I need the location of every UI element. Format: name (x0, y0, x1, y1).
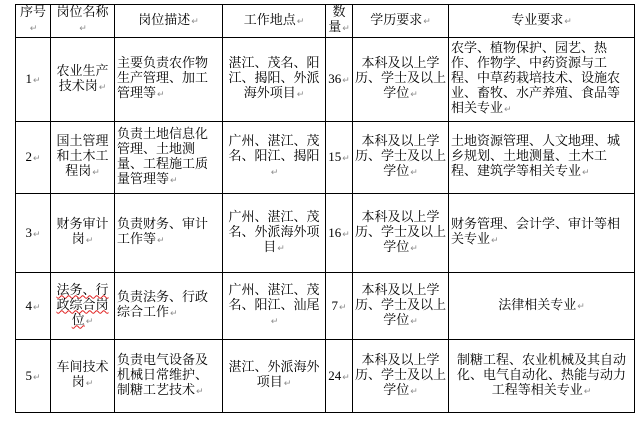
table-row (16, 122, 635, 194)
header-row (16, 5, 635, 38)
cell-education: 本科及以上学历、学士及以上学位↵ (353, 38, 449, 122)
cell-index: 2↵ (16, 122, 51, 194)
header-position: 岗位名称↵ (51, 5, 115, 38)
cell-education: 本科及以上学历、学士及以上学位↵ (353, 273, 449, 340)
cell-major: 土地资源管理、人文地理、城乡规划、土地测量、土木工程、建筑学等相关专业↵ (449, 122, 635, 194)
cell-index: 3↵ (16, 194, 51, 273)
header-index: 序号↵ (16, 5, 51, 38)
header-description: 岗位描述↵ (115, 5, 223, 38)
recruitment-table (15, 4, 635, 413)
cell-major: 财务管理、会计学、审计等相关专业↵ (449, 194, 635, 273)
cell-index: 5↵ (16, 340, 51, 413)
cell-description: 负责财务、审计工作等↵ (115, 194, 223, 273)
table-row (16, 340, 635, 413)
cell-position: 农业生产技术岗↵ (51, 38, 115, 122)
cell-location: 广州、湛江、茂名、阳江、汕尾↵ (223, 273, 326, 340)
cell-location: 湛江、茂名、阳江、揭阳、外派海外项目↵ (223, 38, 326, 122)
cell-description: 负责电气设备及机械日常维护、制糖工艺技术↵ (115, 340, 223, 413)
cell-location: 广州、湛江、茂名、阳江、揭阳↵ (223, 122, 326, 194)
cell-description: 负责土地信息化管理、土地测量、工程施工质量管理等↵ (115, 122, 223, 194)
cell-education: 本科及以上学历、学士及以上学位↵ (353, 340, 449, 413)
cell-count: 16↵ (326, 194, 353, 273)
table-row (16, 273, 635, 340)
cell-description: 负责法务、行政综合工作↵ (115, 273, 223, 340)
header-location: 工作地点↵ (223, 5, 326, 38)
header-education: 学历要求↵ (353, 5, 449, 38)
table-row (16, 194, 635, 273)
cell-education: 本科及以上学历、学士及以上学位↵ (353, 122, 449, 194)
cell-major: 农学、植物保护、园艺、热作、作物学、中药资源与工程、中草药栽培技术、设施农业、畜牧、水产养殖、食品等相关专业↵ (449, 38, 635, 122)
cell-position: 车间技术岗↵ (51, 340, 115, 413)
cell-location: 湛江、外派海外项目↵ (223, 340, 326, 413)
cell-position: 国土管理和土木工程岗↵ (51, 122, 115, 194)
header-count: 数量↵ (326, 5, 353, 38)
cell-index: 1↵ (16, 38, 51, 122)
cell-count: 24↵ (326, 340, 353, 413)
cell-position: 财务审计岗↵ (51, 194, 115, 273)
table-row (16, 38, 635, 122)
cell-major: 法律相关专业↵ (449, 273, 635, 340)
cell-position: 法务、行政综合岗位↵ (51, 273, 115, 340)
cell-location: 广州、湛江、茂名、外派海外项目↵ (223, 194, 326, 273)
cell-index: 4↵ (16, 273, 51, 340)
header-major: 专业要求↵ (449, 5, 635, 38)
cell-count: 15↵ (326, 122, 353, 194)
cell-major: 制糖工程、农业机械及其自动化、电气自动化、热能与动力工程等相关专业↵ (449, 340, 635, 413)
cell-description: 主要负责农作物生产管理、加工管理等↵ (115, 38, 223, 122)
cell-education: 本科及以上学历、学士及以上学位↵ (353, 194, 449, 273)
cell-count: 36↵ (326, 38, 353, 122)
cell-count: 7↵ (326, 273, 353, 340)
